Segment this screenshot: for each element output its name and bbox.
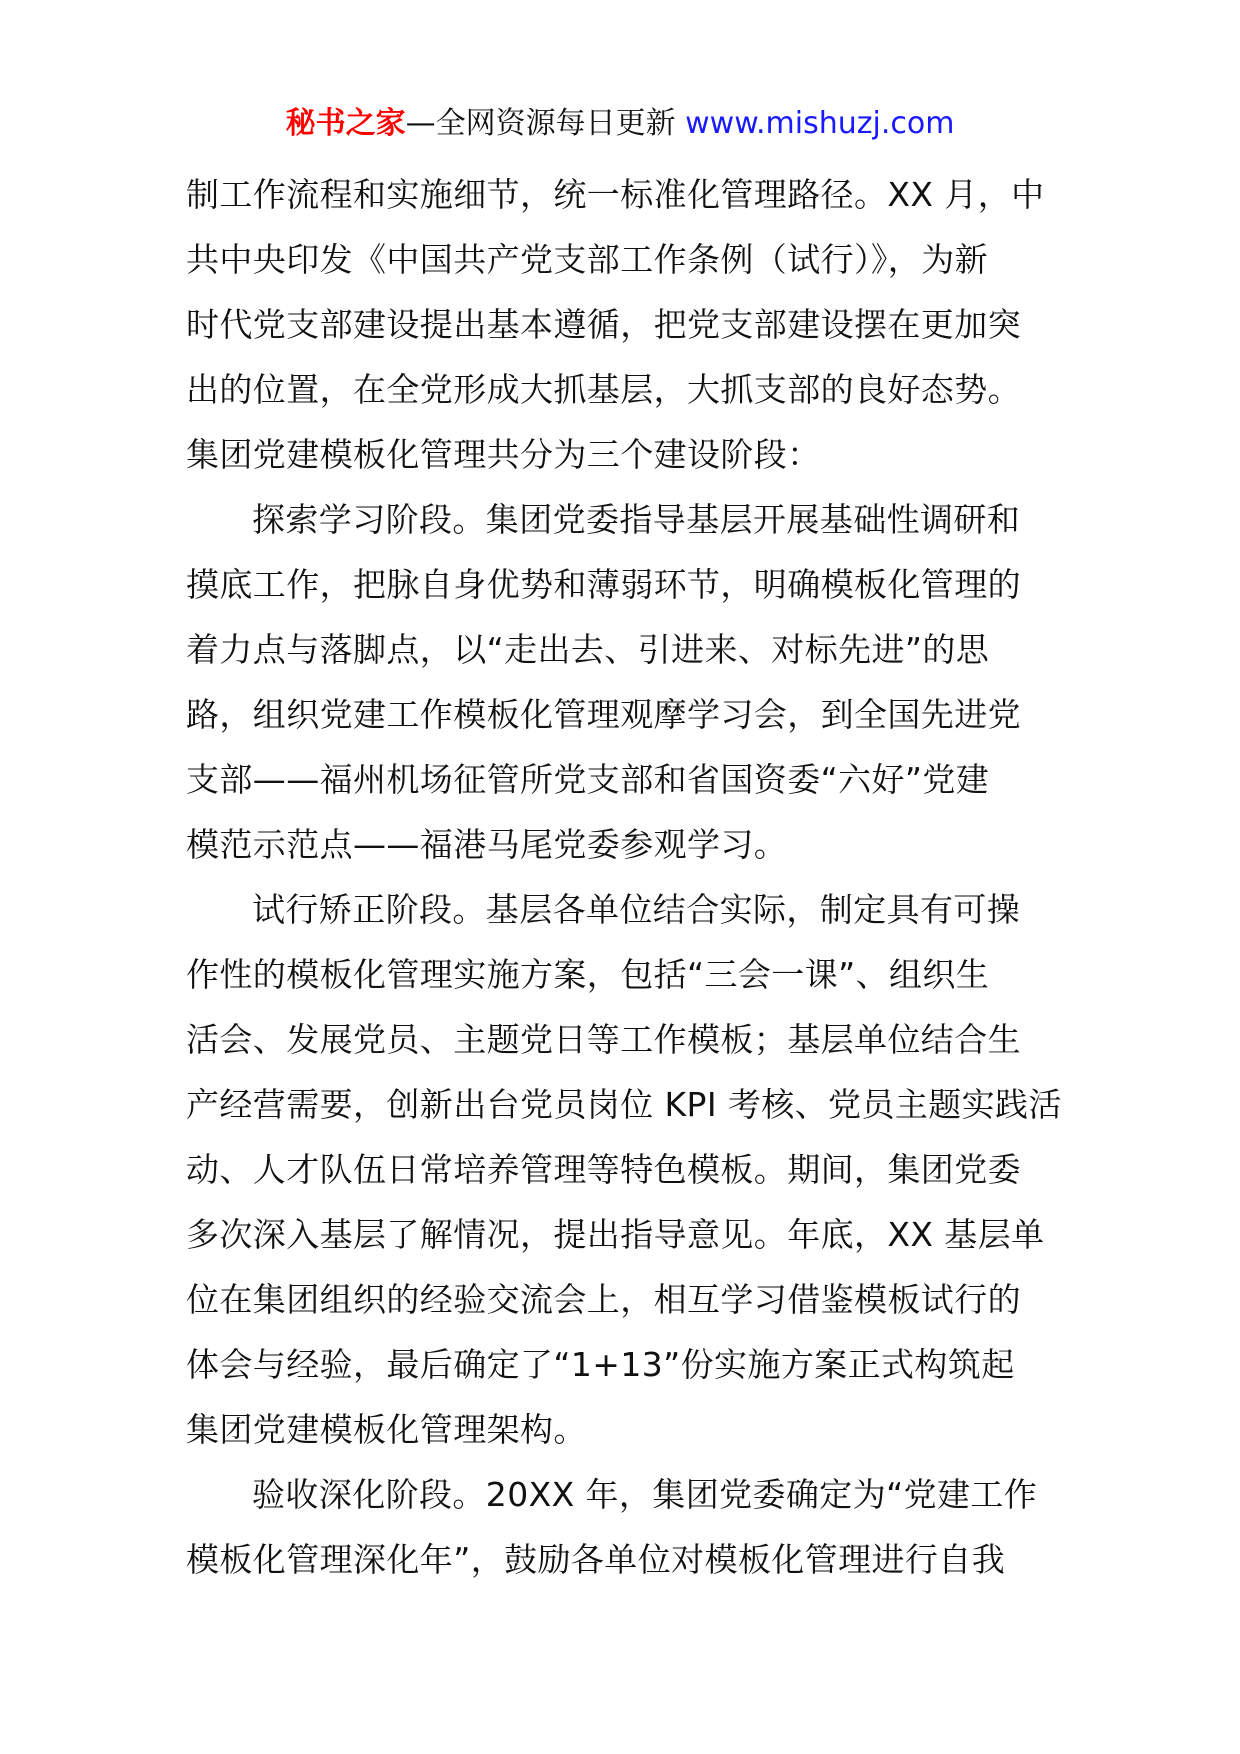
text-line: 动、人才队伍日常培养管理等特色模板。期间，集团党委 xyxy=(186,1150,1021,1189)
text-line: 作性的模板化管理实施方案，包括“三会一课”、组织生 xyxy=(186,955,990,994)
text-line: 着力点与落脚点，以“走出去、引进来、对标先进”的思 xyxy=(186,630,990,669)
document-body xyxy=(186,162,1062,1592)
text-line: 路，组织党建工作模板化管理观摩学习会，到全国先进党 xyxy=(186,695,1021,734)
text-line: 模板化管理深化年”，鼓励各单位对模板化管理进行自我 xyxy=(186,1540,1006,1579)
text-line: 集团党建模板化管理架构。 xyxy=(186,1410,587,1449)
paragraph-start-line: 探索学习阶段。集团党委指导基层开展基础性调研和 xyxy=(252,500,1021,539)
text-line: 活会、发展党员、主题党日等工作模板；基层单位结合生 xyxy=(186,1020,1021,1059)
page-header xyxy=(0,104,1240,144)
text-line: 制工作流程和实施细节，统一标准化管理路径。XX 月，中 xyxy=(186,175,1045,214)
header-brand: 秘书之家 xyxy=(285,106,406,141)
text-line: 摸底工作，把脉自身优势和薄弱环节，明确模板化管理的 xyxy=(186,565,1021,604)
text-line: 时代党支部建设提出基本遵循，把党支部建设摆在更加突 xyxy=(186,305,1021,344)
text-line: 位在集团组织的经验交流会上，相互学习借鉴模板试行的 xyxy=(186,1280,1021,1319)
paragraph-start-line: 试行矫正阶段。基层各单位结合实际，制定具有可操 xyxy=(252,890,1021,929)
text-line: 共中央印发《中国共产党支部工作条例（试行）》，为新 xyxy=(186,240,988,279)
text-line: 模范示范点——福港马尾党委参观学习。 xyxy=(186,825,788,864)
text-line: 体会与经验，最后确定了“1+13”份实施方案正式构筑起 xyxy=(186,1345,1015,1384)
header-tagline: —全网资源每日更新 xyxy=(405,106,686,141)
text-line: 出的位置，在全党形成大抓基层，大抓支部的良好态势。 xyxy=(186,370,1021,409)
paragraph-start-line: 验收深化阶段。20XX 年，集团党委确定为“党建工作 xyxy=(252,1475,1038,1514)
text-line: 产经营需要，创新出台党员岗位 KPI 考核、党员主题实践活 xyxy=(186,1085,1062,1124)
text-line: 多次深入基层了解情况，提出指导意见。年底，XX 基层单 xyxy=(186,1215,1045,1254)
header-url-link[interactable]: www.mishuzj.com xyxy=(685,106,955,141)
text-line: 集团党建模板化管理共分为三个建设阶段： xyxy=(186,435,821,474)
text-line: 支部——福州机场征管所党支部和省国资委“六好”党建 xyxy=(186,760,990,799)
